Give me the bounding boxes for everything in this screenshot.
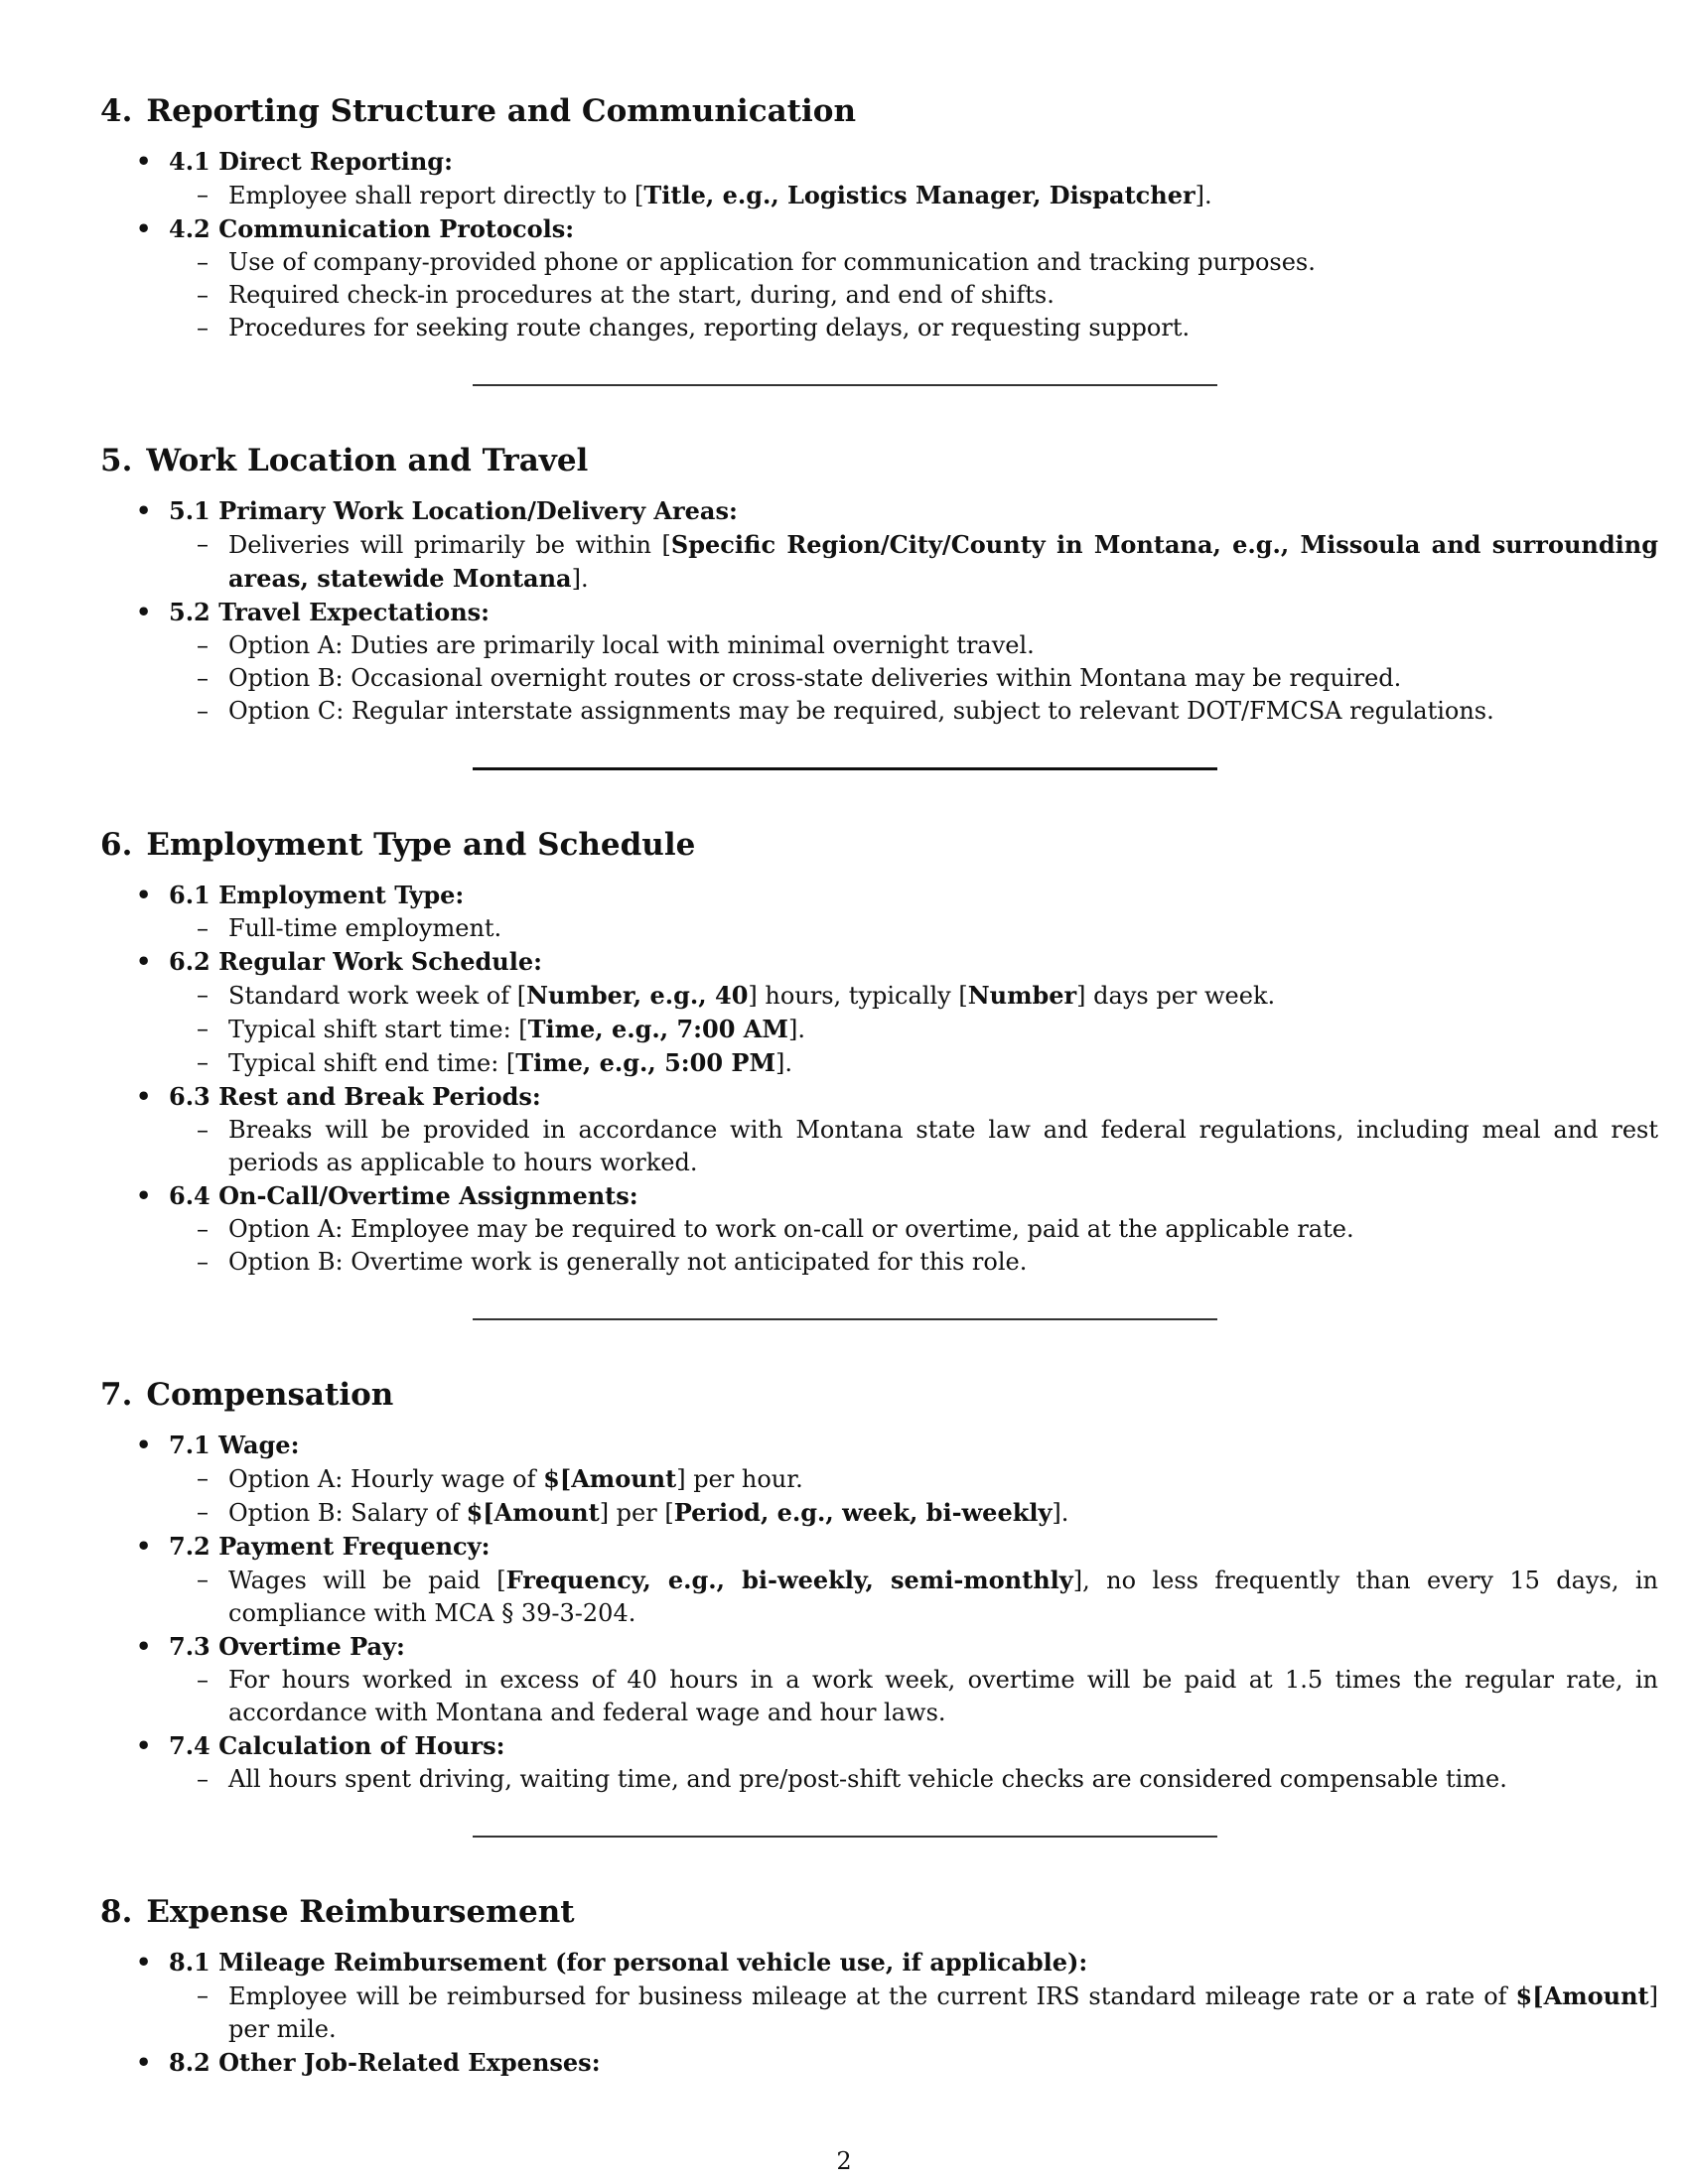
section-divider: [473, 1318, 1217, 1320]
list-item: [100, 945, 1590, 1080]
item-label: 5.1 Primary Work Location/Delivery Areas:: [169, 496, 738, 525]
list-item: [100, 1179, 1590, 1279]
sub-text: ].: [1195, 182, 1212, 209]
sub-text: ].: [1052, 1499, 1069, 1527]
section-number: 4.: [100, 93, 133, 129]
sub-text: ] days per week.: [1076, 982, 1276, 1010]
placeholder-text: Amount: [1543, 1981, 1649, 2010]
sub-item: [169, 279, 1658, 312]
sub-item: [169, 1979, 1658, 2046]
sub-text: ].: [571, 565, 589, 593]
sub-text: ] per [: [599, 1499, 674, 1527]
dash-icon: –: [197, 1566, 209, 1593]
dash-icon: –: [197, 1765, 209, 1793]
sub-text: Option B: Salary of: [228, 1499, 467, 1527]
bullet-icon: •: [136, 1731, 152, 1760]
sub-text: Deliveries will primarily be within [: [228, 531, 671, 559]
item-list: [100, 879, 1658, 1279]
item-label: 7.3 Overtime Pay:: [169, 1632, 405, 1661]
sub-text: Option A: Hourly wage of: [228, 1465, 544, 1493]
dash-icon: –: [197, 1116, 209, 1144]
list-item: [100, 1729, 1590, 1796]
sub-text: Employee will be reimbursed for business mileage at the current IRS standard mileage rate or a rate of: [228, 1982, 1516, 2010]
section-7: [100, 1375, 1659, 1838]
item-label: 7.2 Payment Frequency:: [169, 1532, 491, 1561]
section-title: Expense Reimbursement: [146, 1894, 575, 1930]
sub-text: Option A: Duties are primarily local with minimal overnight travel.: [228, 631, 1035, 659]
dash-icon: –: [197, 530, 209, 558]
sub-item: [169, 1046, 1658, 1080]
sub-item: [169, 662, 1658, 695]
sub-list: [169, 1462, 1590, 1530]
sub-text: All hours spent driving, waiting time, and pre/post-shift vehicle checks are considered compensable time.: [228, 1765, 1507, 1793]
placeholder-text: Amount: [493, 1498, 600, 1527]
section-heading: [100, 1375, 1590, 1415]
bullet-icon: •: [136, 496, 152, 525]
dash-icon: –: [197, 664, 209, 692]
dash-icon: –: [197, 1981, 209, 2009]
sub-text: Full-time employment.: [228, 914, 502, 942]
sub-text: Employee shall report directly to [: [228, 182, 644, 209]
section-heading: [100, 91, 1590, 131]
item-list: [100, 1429, 1659, 1796]
sub-item: [169, 912, 1658, 945]
list-item: [100, 2046, 1590, 2080]
sub-item: [169, 979, 1658, 1013]
section-heading: [100, 825, 1590, 865]
dash-icon: –: [197, 1666, 209, 1694]
item-list: [100, 494, 1658, 728]
item-label: 8.2 Other Job-Related Expenses:: [169, 2048, 601, 2077]
dash-icon: –: [197, 914, 209, 942]
section-divider: [473, 1836, 1217, 1838]
placeholder-text: Frequency, e.g., bi-weekly, semi-monthly: [505, 1566, 1073, 1594]
dash-icon: –: [197, 631, 209, 659]
item-label: 4.2 Communication Protocols:: [169, 214, 575, 243]
sub-list: [169, 629, 1590, 728]
sub-text: ] per mile.: [228, 1982, 1658, 2043]
sub-text: Procedures for seeking route changes, reporting delays, or requesting support.: [228, 314, 1191, 341]
sub-text: Option B: Overtime work is generally not anticipated for this role.: [228, 1248, 1028, 1276]
bullet-icon: •: [136, 1948, 152, 1977]
item-label: 6.2 Regular Work Schedule:: [169, 947, 542, 976]
placeholder-text: $[: [543, 1464, 572, 1493]
dash-icon: –: [197, 314, 209, 341]
sub-text: ].: [787, 1016, 805, 1043]
item-label: 6.4 On-Call/Overtime Assignments:: [169, 1181, 638, 1210]
dash-icon: –: [197, 1015, 209, 1042]
sub-item: [169, 528, 1658, 596]
item-label: 4.1 Direct Reporting:: [169, 147, 453, 176]
sub-item: [169, 1564, 1658, 1630]
sub-list: [169, 1763, 1590, 1796]
placeholder-text: Title, e.g., Logistics Manager, Dispatcher: [643, 181, 1196, 209]
sub-text: Use of company-provided phone or application for communication and tracking purposes.: [228, 248, 1316, 276]
item-label: 6.3 Rest and Break Periods:: [169, 1082, 541, 1111]
bullet-icon: •: [136, 1431, 152, 1459]
list-item: [100, 1080, 1658, 1179]
sub-item: [169, 1213, 1658, 1246]
placeholder-text: Time, e.g., 5:00 PM: [515, 1048, 776, 1077]
placeholder-text: Time, e.g., 7:00 AM: [527, 1015, 788, 1043]
dash-icon: –: [197, 697, 209, 725]
sub-text: ], no less frequently than every 15 days, in compliance with MCA § 39-3-204.: [228, 1567, 1659, 1627]
sub-item: [169, 1664, 1658, 1729]
sub-text: Breaks will be provided in accordance with Montana state law and federal regulations, including meal and rest periods as applicable to hours worked.: [228, 1116, 1658, 1176]
sub-item: [169, 1114, 1658, 1179]
sub-text: ] per hour.: [676, 1465, 803, 1493]
sub-text: Option C: Regular interstate assignments may be required, subject to relevant DOT/FMCSA regulations.: [228, 697, 1494, 725]
page-number: 2: [836, 2147, 852, 2175]
sub-text: ] hours, typically [: [748, 982, 968, 1010]
sub-list: [169, 979, 1590, 1080]
list-item: [100, 1429, 1590, 1530]
section-heading: [100, 1892, 1590, 1932]
item-label: 7.1 Wage:: [169, 1431, 300, 1459]
section-8: [100, 1892, 1658, 2080]
placeholder-text: $[: [466, 1498, 494, 1527]
placeholder-text: Specific Region/City/County in Montana, e.g., Missoula and surrounding areas, statewide Montana: [228, 530, 1658, 593]
item-label: 5.2 Travel Expectations:: [169, 598, 491, 626]
item-label: 7.4 Calculation of Hours:: [169, 1731, 505, 1760]
item-label: 8.1 Mileage Reimbursement (for personal vehicle use, if applicable):: [169, 1948, 1088, 1977]
list-item: [100, 1630, 1658, 1729]
sub-item: [169, 1462, 1658, 1496]
list-item: [100, 1530, 1659, 1630]
sub-text: Option B: Occasional overnight routes or cross-state deliveries within Montana may be required.: [228, 664, 1402, 692]
bullet-icon: •: [136, 598, 152, 626]
bullet-icon: •: [136, 2048, 152, 2077]
section-number: 5.: [100, 443, 133, 478]
sub-text: For hours worked in excess of 40 hours in a work week, overtime will be paid at 1.5 times the regular rate, in accordance with Montana and federal wage and hour laws.: [228, 1666, 1658, 1726]
placeholder-text: Number: [967, 981, 1077, 1010]
list-item: [100, 879, 1590, 945]
document-body: [100, 91, 1659, 2080]
dash-icon: –: [197, 181, 209, 208]
sub-list: [169, 912, 1590, 945]
sub-item: [169, 1013, 1658, 1046]
bullet-icon: •: [136, 947, 152, 976]
section-title: Compensation: [146, 1377, 394, 1413]
section-divider: [473, 384, 1217, 386]
sub-item: [169, 1246, 1658, 1279]
section-4: [100, 91, 1590, 386]
bullet-icon: •: [136, 214, 152, 243]
section-5: [100, 441, 1658, 770]
bullet-icon: •: [136, 1632, 152, 1661]
item-list: [100, 1946, 1658, 2080]
dash-icon: –: [197, 1215, 209, 1243]
dash-icon: –: [197, 1498, 209, 1526]
sub-list: [169, 246, 1590, 344]
dash-icon: –: [197, 281, 209, 309]
sub-list: [169, 1114, 1658, 1179]
sub-text: Option A: Employee may be required to work on-call or overtime, paid at the applicable rate.: [228, 1215, 1354, 1243]
sub-text: Wages will be paid [: [228, 1567, 506, 1594]
sub-item: [169, 1763, 1658, 1796]
sub-text: Standard work week of [: [228, 982, 527, 1010]
placeholder-text: Number, e.g., 40: [526, 981, 749, 1010]
dash-icon: –: [197, 981, 209, 1009]
dash-icon: –: [197, 1464, 209, 1492]
list-item: [100, 596, 1590, 728]
section-6: [100, 825, 1658, 1320]
placeholder-text: Period, e.g., week, bi-weekly: [673, 1498, 1053, 1527]
sub-item: [169, 695, 1658, 728]
list-item: [100, 212, 1590, 344]
list-item: [100, 145, 1590, 212]
section-number: 8.: [100, 1894, 133, 1930]
bullet-icon: •: [136, 1532, 152, 1561]
item-list: [100, 145, 1590, 344]
bullet-icon: •: [136, 881, 152, 909]
sub-list: [169, 528, 1658, 596]
sub-list: [169, 1979, 1658, 2046]
section-divider: [473, 767, 1217, 770]
item-label: 6.1 Employment Type:: [169, 881, 465, 909]
bullet-icon: •: [136, 147, 152, 176]
sub-item: [169, 1496, 1658, 1530]
sub-list: [169, 1213, 1590, 1279]
sub-text: Typical shift end time: [: [228, 1049, 516, 1077]
dash-icon: –: [197, 1048, 209, 1076]
sub-item: [169, 246, 1658, 279]
dash-icon: –: [197, 248, 209, 276]
bullet-icon: •: [136, 1082, 152, 1111]
list-item: [100, 1946, 1658, 2046]
section-heading: [100, 441, 1590, 480]
section-title: Employment Type and Schedule: [146, 827, 696, 863]
section-title: Work Location and Travel: [146, 443, 589, 478]
sub-text: Required check-in procedures at the start, during, and end of shifts.: [228, 281, 1055, 309]
section-title: Reporting Structure and Communication: [146, 93, 856, 129]
sub-item: [169, 629, 1658, 662]
section-number: 6.: [100, 827, 133, 863]
sub-list: [169, 179, 1590, 212]
section-number: 7.: [100, 1377, 133, 1413]
bullet-icon: •: [136, 1181, 152, 1210]
placeholder-text: Amount: [571, 1464, 677, 1493]
dash-icon: –: [197, 1248, 209, 1276]
list-item: [100, 494, 1658, 596]
placeholder-text: $[: [1515, 1981, 1544, 2010]
sub-item: [169, 312, 1658, 344]
sub-list: [169, 1664, 1658, 1729]
sub-item: [169, 179, 1658, 212]
sub-text: Typical shift start time: [: [228, 1016, 528, 1043]
sub-list: [169, 1564, 1659, 1630]
sub-text: ].: [775, 1049, 793, 1077]
